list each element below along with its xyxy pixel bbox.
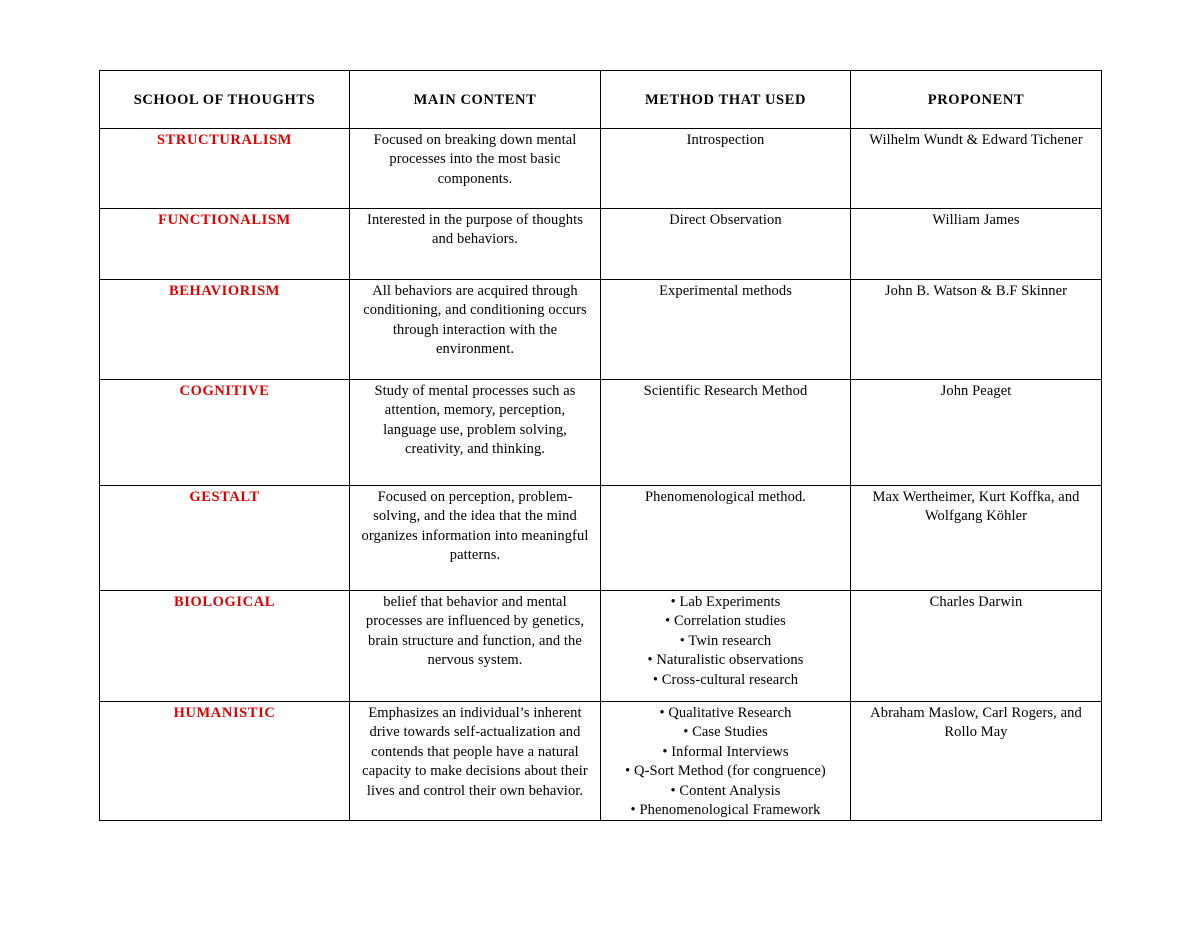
proponent-cell: Abraham Maslow, Carl Rogers, and Rollo May [851, 702, 1102, 821]
main-content-cell: Focused on perception, problem-solving, and the idea that the mind organizes information into meaningful patterns. [350, 486, 601, 591]
method-item: • Case Studies [683, 724, 768, 741]
school-name: COGNITIVE [100, 380, 350, 486]
table-row [100, 129, 1102, 209]
method-cell [601, 380, 851, 486]
table-body [100, 129, 1102, 821]
main-content-cell: belief that behavior and mental processes are influenced by genetics, brain structure and function, and the nervous system. [350, 591, 601, 702]
table-row [100, 702, 1102, 821]
school-name: HUMANISTIC [100, 702, 350, 821]
method-item: • Informal Interviews [662, 743, 789, 760]
method-cell [601, 280, 851, 380]
method-item: • Cross-cultural research [652, 671, 799, 688]
method-item: • Qualitative Research [659, 705, 792, 721]
schools-of-thought-table [99, 70, 1102, 821]
proponent-cell: Max Wertheimer, Kurt Koffka, and Wolfgang Köhler [851, 486, 1102, 591]
school-name: STRUCTURALISM [100, 129, 350, 209]
method-item: • Content Analysis [670, 782, 781, 799]
method-list [609, 593, 842, 690]
table-row [100, 380, 1102, 486]
school-name: BIOLOGICAL [100, 591, 350, 702]
method-list [609, 131, 842, 150]
proponent-cell: Charles Darwin [851, 591, 1102, 702]
method-cell [601, 591, 851, 702]
proponent-cell: John B. Watson & B.F Skinner [851, 280, 1102, 380]
method-item: Scientific Research Method [643, 383, 808, 399]
main-content-cell: Interested in the purpose of thoughts and behaviors. [350, 209, 601, 280]
method-list [609, 488, 842, 507]
method-cell [601, 486, 851, 591]
table-row [100, 486, 1102, 591]
method-cell [601, 702, 851, 821]
main-content-cell: Emphasizes an individual’s inherent drive towards self-actualization and contends that people have a natural capacity to make decisions about their lives and control their own behavior. [350, 702, 601, 821]
method-item: • Q-Sort Method (for congruence) [625, 763, 826, 780]
method-item: Introspection [686, 132, 765, 148]
main-content-cell: All behaviors are acquired through conditioning, and conditioning occurs through interaction with the environment. [350, 280, 601, 380]
method-item: • Twin research [679, 632, 772, 649]
method-list [609, 704, 842, 820]
method-cell [601, 209, 851, 280]
main-content-cell: Study of mental processes such as attention, memory, perception, language use, problem solving, creativity, and thinking. [350, 380, 601, 486]
proponent-cell: Wilhelm Wundt & Edward Tichener [851, 129, 1102, 209]
method-list [609, 282, 842, 301]
header-school: SCHOOL OF THOUGHTS [100, 71, 350, 129]
header-row [100, 71, 1102, 129]
method-item: • Lab Experiments [670, 594, 781, 610]
main-content-cell: Focused on breaking down mental processes into the most basic components. [350, 129, 601, 209]
table-row [100, 209, 1102, 280]
method-item: Experimental methods [659, 283, 792, 299]
method-list [609, 211, 842, 230]
header-main-content: MAIN CONTENT [350, 71, 601, 129]
method-item: • Naturalistic observations [647, 652, 804, 669]
table-row [100, 591, 1102, 702]
method-list [609, 382, 842, 401]
header-method: METHOD THAT USED [601, 71, 851, 129]
school-name: BEHAVIORISM [100, 280, 350, 380]
table-row [100, 280, 1102, 380]
header-proponent: PROPONENT [851, 71, 1102, 129]
method-item: Phenomenological method. [644, 489, 807, 505]
method-item: • Phenomenological Framework [630, 802, 821, 819]
proponent-cell: William James [851, 209, 1102, 280]
method-cell [601, 129, 851, 209]
proponent-cell: John Peaget [851, 380, 1102, 486]
method-item: • Correlation studies [665, 613, 786, 630]
method-item: Direct Observation [669, 212, 782, 228]
school-name: GESTALT [100, 486, 350, 591]
school-name: FUNCTIONALISM [100, 209, 350, 280]
